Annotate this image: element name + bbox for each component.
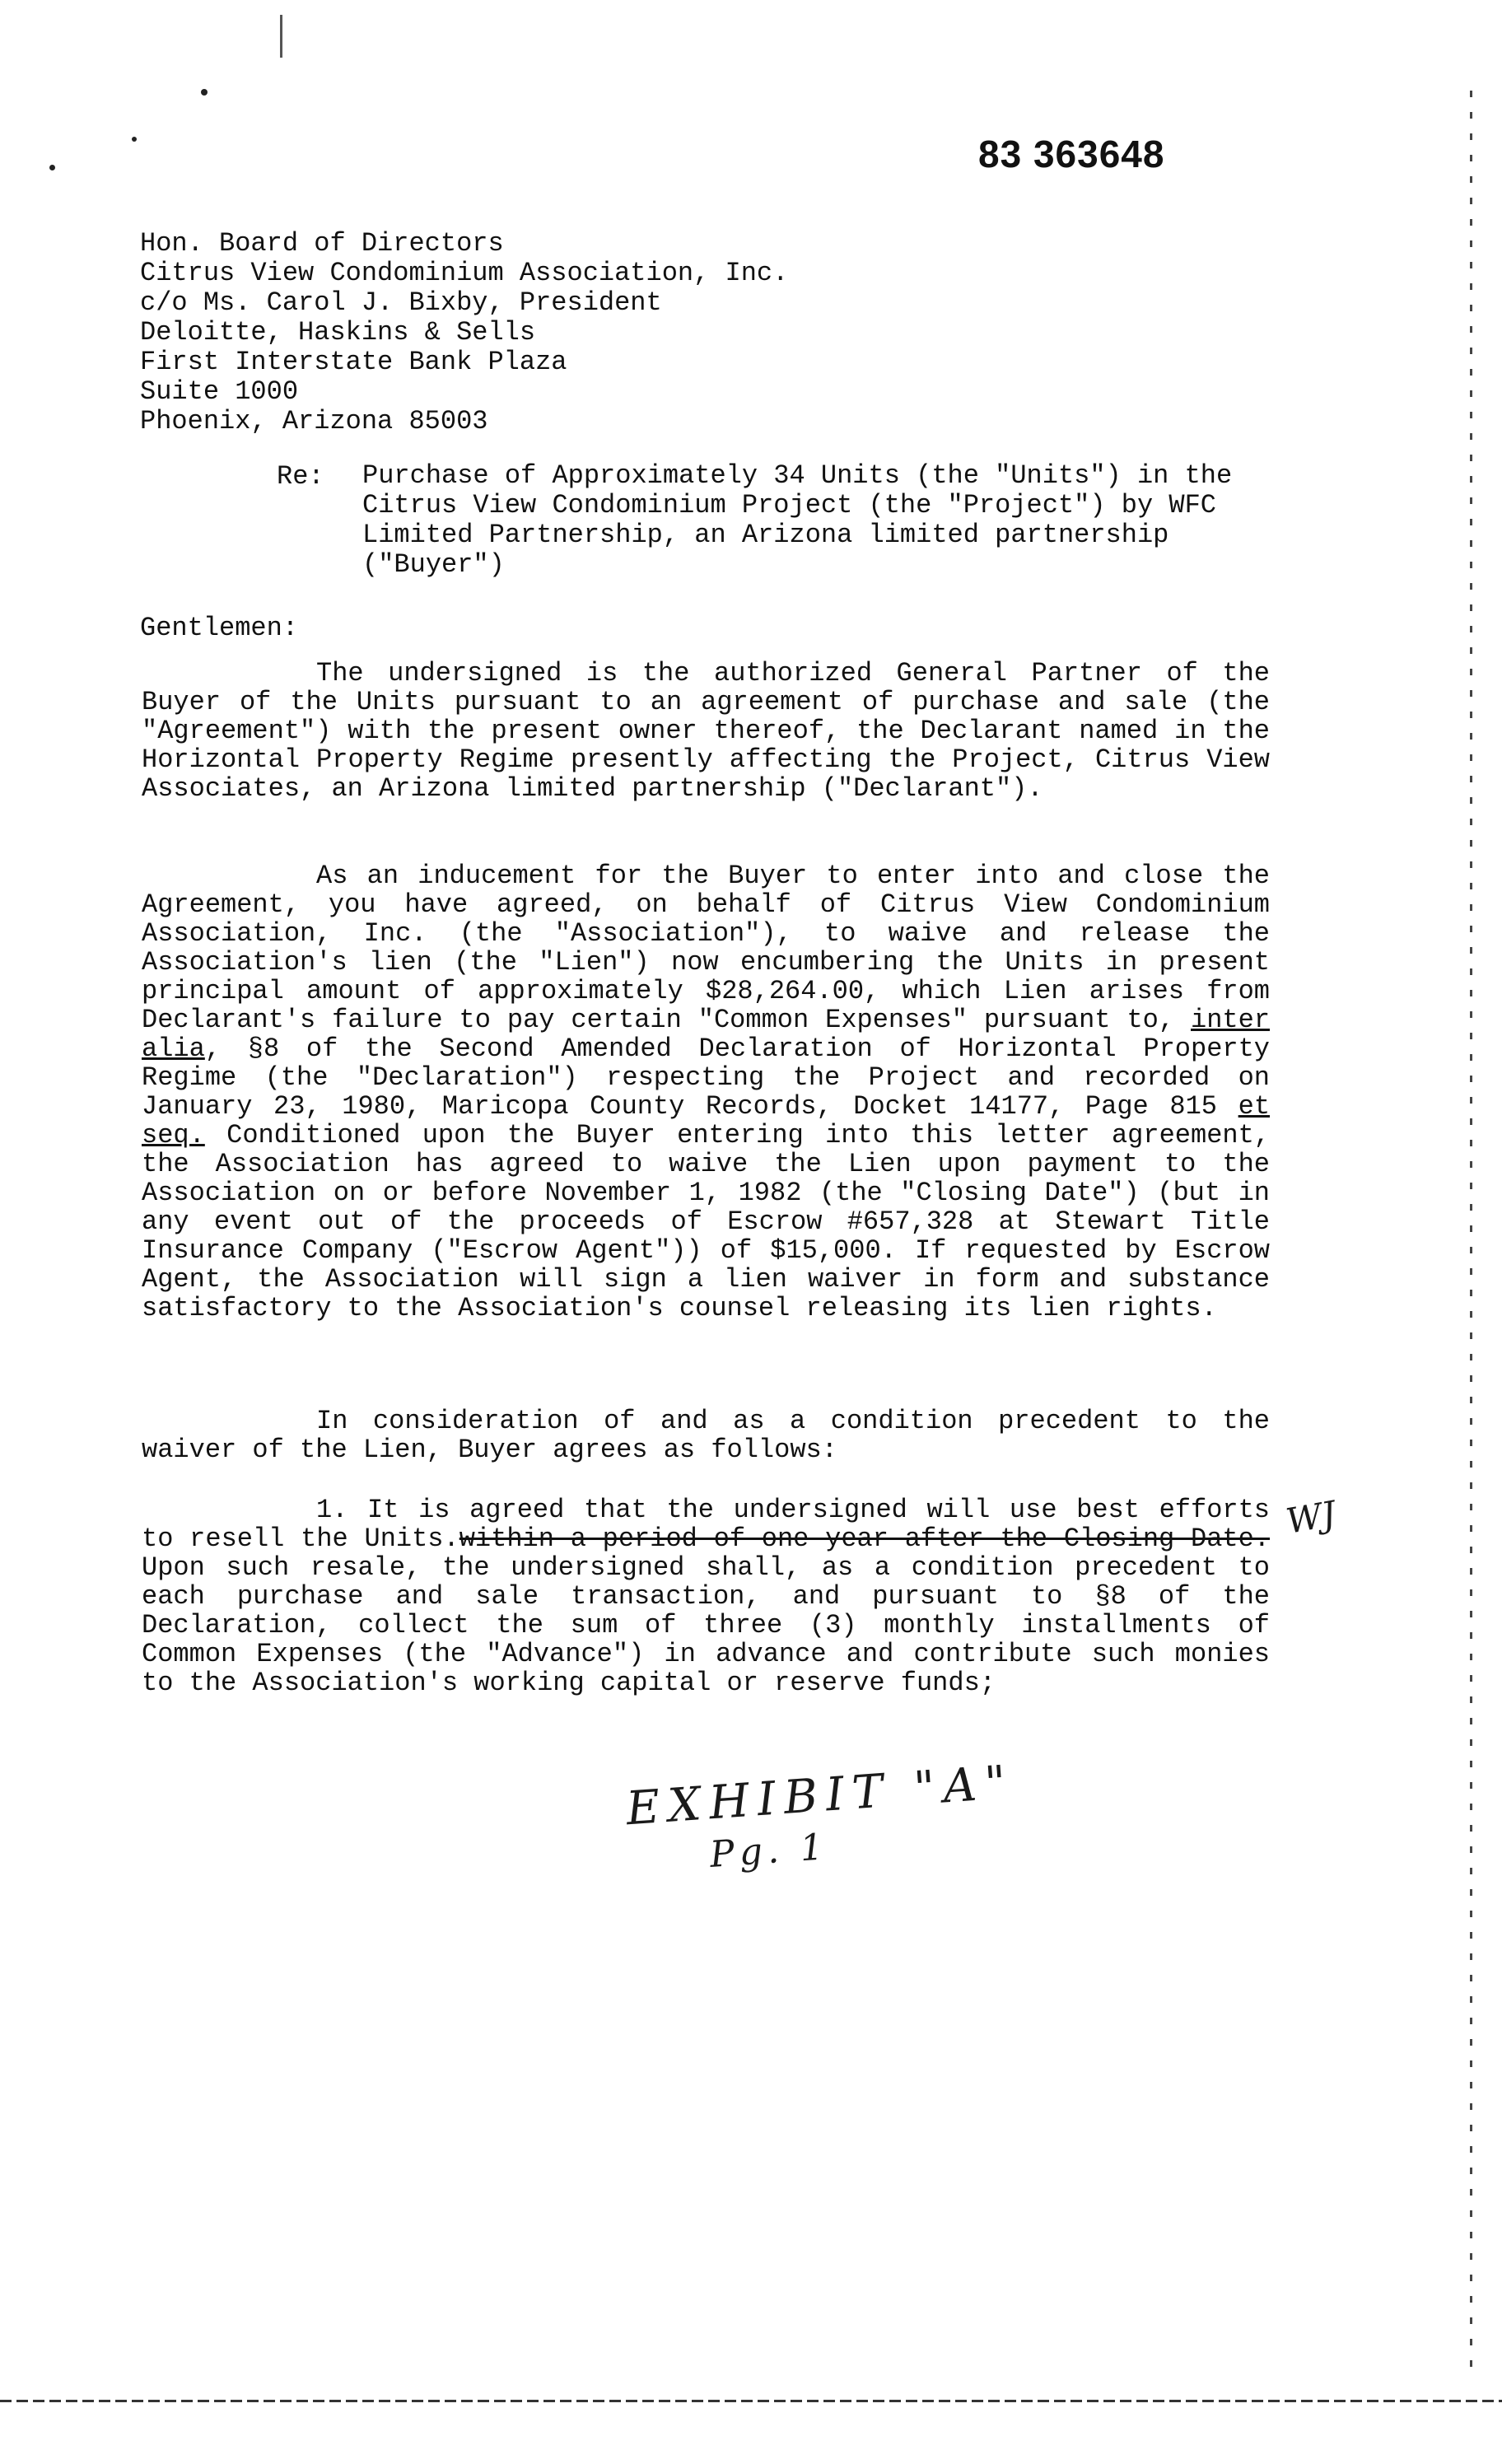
address-line: Phoenix, Arizona 85003	[140, 406, 488, 436]
handwritten-exhibit-label: EXHIBIT "A"	[624, 1755, 1016, 1836]
paragraph-text: As an inducement for the Buyer to enter into and close the Agreement, you have agreed, on behalf of Citrus View Condominium Association, Inc. (the "Association"), to waive and release the Association's lien (the "Lien") now encumbering the Units in present principal amount of approximately $28,264.00, which Lien arises from Declarant's failure to pay certain "Common Expenses" pursuant to,	[142, 861, 1270, 1035]
handwritten-initials: WJ	[1283, 1493, 1339, 1542]
salutation: Gentlemen:	[140, 613, 299, 643]
scan-speck	[49, 165, 55, 170]
re-label: Re:	[277, 461, 324, 492]
address-line: First Interstate Bank Plaza	[140, 347, 567, 377]
address-line: Hon. Board of Directors	[140, 228, 504, 259]
address-line: Suite 1000	[140, 376, 299, 407]
clause-text: Upon such resale, the undersigned shall, as a condition precedent to each purchase and sale transaction, and pursuant to §8 of the Declaration, collect the sum of three (3) monthly installments of Common Expenses (the "Advance") in advance and contribute such monies to the Association's working capital or reserve funds;	[142, 1552, 1270, 1698]
scan-mark	[280, 15, 282, 58]
scan-speck	[201, 89, 208, 96]
underlined-term: et seq.	[142, 1091, 1271, 1150]
paragraph-text: Conditioned upon the Buyer entering into this letter agreement, the Association has agreed to waive the Lien upon payment to the Association on or before November 1, 1982 (the "Closing Date") (but in any event out of the proceeds of Escrow #657,328 at Stewart Title Insurance Company ("Escrow Agent")) of $15,000. If requested by Escrow Agent, the Association will sign a lien waiver in form and substance satisfactory to the Association's counsel releasing its lien rights.	[142, 1120, 1270, 1323]
scan-speck	[132, 137, 137, 142]
struck-text: within a period of one year after the Closing Date.	[459, 1524, 1271, 1554]
subject-line: Purchase of Approximately 34 Units (the "Units") in the Citrus View Condominium Project (the "Project") by WFC Limited Partnership, an Arizona limited partnership ("Buyer")	[362, 460, 1233, 580]
clause-text: 1. It is agreed that the undersigned will use best efforts to resell the Units.	[142, 1495, 1270, 1554]
address-line: Deloitte, Haskins & Sells	[140, 317, 536, 348]
paragraph-inducement	[142, 861, 1270, 1323]
recipient-address	[140, 229, 788, 436]
underlined-term: inter alia	[142, 1005, 1271, 1064]
paragraph-consideration: In consideration of and as a condition precedent to the waiver of the Lien, Buyer agrees as follows:	[142, 1406, 1270, 1465]
scan-margin-edge	[1470, 91, 1472, 2380]
paragraph-authorization: The undersigned is the authorized General Partner of the Buyer of the Units pursuant to an agreement of purchase and sale (the "Agreement") with the present owner thereof, the Declarant named in the Horizontal Property Regime presently affecting the Project, Citrus View Associates, an Arizona limited partnership ("Declarant").	[142, 658, 1270, 804]
clause-1	[142, 1496, 1270, 1697]
address-line: c/o Ms. Carol J. Bixby, President	[140, 287, 662, 318]
scan-bottom-edge	[0, 2400, 1502, 2402]
document-number: 83 363648	[978, 133, 1165, 175]
handwritten-page-number: Pg. 1	[708, 1826, 830, 1876]
paragraph-text: , §8 of the Second Amended Declaration of Horizontal Property Regime (the "Declaration") respecting the Project and recorded on January 23, 1980, Maricopa County Records, Docket 14177, Page 815	[142, 1034, 1270, 1122]
address-line: Citrus View Condominium Association, Inc.	[140, 258, 789, 288]
